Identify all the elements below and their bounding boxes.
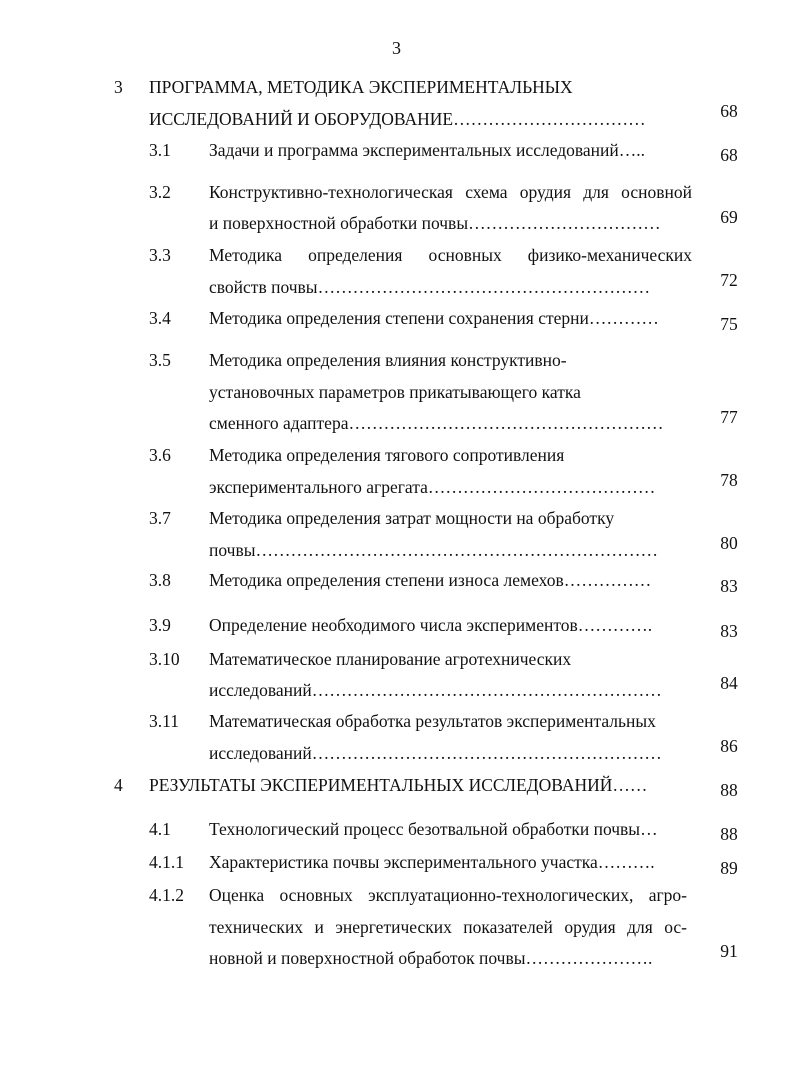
toc-title-line: исследований…………………………………………………… xyxy=(209,680,662,700)
toc-page-number: 75 xyxy=(720,314,738,334)
toc-page-number: 83 xyxy=(720,621,738,641)
toc-number: 3 xyxy=(114,77,123,97)
toc-page-number: 83 xyxy=(720,576,738,596)
toc-title-line: технических и энергетических показателей орудия для ос- xyxy=(209,917,687,937)
toc-page-number: 84 xyxy=(720,673,738,693)
toc-title-line: Задачи и программа экспериментальных исследований….. xyxy=(209,140,646,160)
toc-number: 4.1.1 xyxy=(149,852,184,872)
toc-title-line: Математическая обработка результатов экспериментальных xyxy=(209,711,656,731)
toc-title-line: Конструктивно-технологическая схема орудия для основной xyxy=(209,182,692,202)
toc-number: 3.8 xyxy=(149,570,171,590)
toc-number: 4.1.2 xyxy=(149,885,184,905)
toc-page-number: 89 xyxy=(720,858,738,878)
toc-page-number: 69 xyxy=(720,207,738,227)
toc-page-number: 91 xyxy=(720,941,738,961)
toc-number: 3.4 xyxy=(149,308,171,328)
toc-page-number: 78 xyxy=(720,470,738,490)
toc-page-number: 88 xyxy=(720,824,738,844)
toc-number: 3.5 xyxy=(149,350,171,370)
toc-title-line: Технологический процесс безотвальной обработки почвы… xyxy=(209,819,658,839)
toc-number: 3.2 xyxy=(149,182,171,202)
toc-title-line: исследований…………………………………………………… xyxy=(209,743,662,763)
toc-number: 3.9 xyxy=(149,615,171,635)
toc-title-line: Математическое планирование агротехнических xyxy=(209,649,572,669)
toc-title-line: Характеристика почвы экспериментального участка………. xyxy=(209,852,655,872)
toc-page-number: 68 xyxy=(720,145,738,165)
toc-page-number: 80 xyxy=(720,533,738,553)
toc-title-line: установочных параметров прикатывающего катка xyxy=(209,382,581,402)
toc-number: 3.7 xyxy=(149,508,171,528)
toc-title-line: новной и поверхностной обработок почвы…………………. xyxy=(209,948,653,968)
toc-title-line: Методика определения затрат мощности на обработку xyxy=(209,508,615,528)
toc-title-line: почвы…………………………………………………………… xyxy=(209,540,658,560)
toc-page-number: 88 xyxy=(720,780,738,800)
toc-page-number: 68 xyxy=(720,101,738,121)
toc-title-line: сменного адаптера……………………………………………… xyxy=(209,413,664,433)
toc-title-line: ИССЛЕДОВАНИЙ И ОБОРУДОВАНИЕ…………………………… xyxy=(149,109,646,129)
toc-title-line: Методика определения тягового сопротивления xyxy=(209,445,565,465)
toc-title-line: Методика определения степени сохранения стерни………… xyxy=(209,308,659,328)
toc-number: 3.6 xyxy=(149,445,171,465)
toc-title-line: экспериментального агрегата………………………………… xyxy=(209,477,656,497)
toc-number: 4.1 xyxy=(149,819,171,839)
toc-title-line: Оценка основных эксплуатационно-технологических, агро- xyxy=(209,885,687,905)
toc-title-line: РЕЗУЛЬТАТЫ ЭКСПЕРИМЕНТАЛЬНЫХ ИССЛЕДОВАНИЙ…… xyxy=(149,775,648,795)
page-number: 3 xyxy=(392,38,401,58)
toc-title-line: Методика определения основных физико-механических xyxy=(209,245,692,265)
toc-title-line: ПРОГРАММА, МЕТОДИКА ЭКСПЕРИМЕНТАЛЬНЫХ xyxy=(149,77,573,97)
toc-title-line: и поверхностной обработки почвы…………………………… xyxy=(209,213,661,233)
toc-title-line: Определение необходимого числа экспериментов…………. xyxy=(209,615,653,635)
toc-title-line: Методика определения степени износа лемехов…………… xyxy=(209,570,652,590)
toc-page-number: 86 xyxy=(720,736,738,756)
toc-number: 3.3 xyxy=(149,245,171,265)
toc-page-number: 77 xyxy=(720,407,738,427)
toc-title-line: свойств почвы………………………………………………… xyxy=(209,277,651,297)
toc-number: 3.10 xyxy=(149,649,180,669)
toc-number: 3.1 xyxy=(149,140,171,160)
toc-page-number: 72 xyxy=(720,270,738,290)
toc-number: 4 xyxy=(114,775,123,795)
toc-number: 3.11 xyxy=(149,711,179,731)
toc-title-line: Методика определения влияния конструктивно- xyxy=(209,350,567,370)
